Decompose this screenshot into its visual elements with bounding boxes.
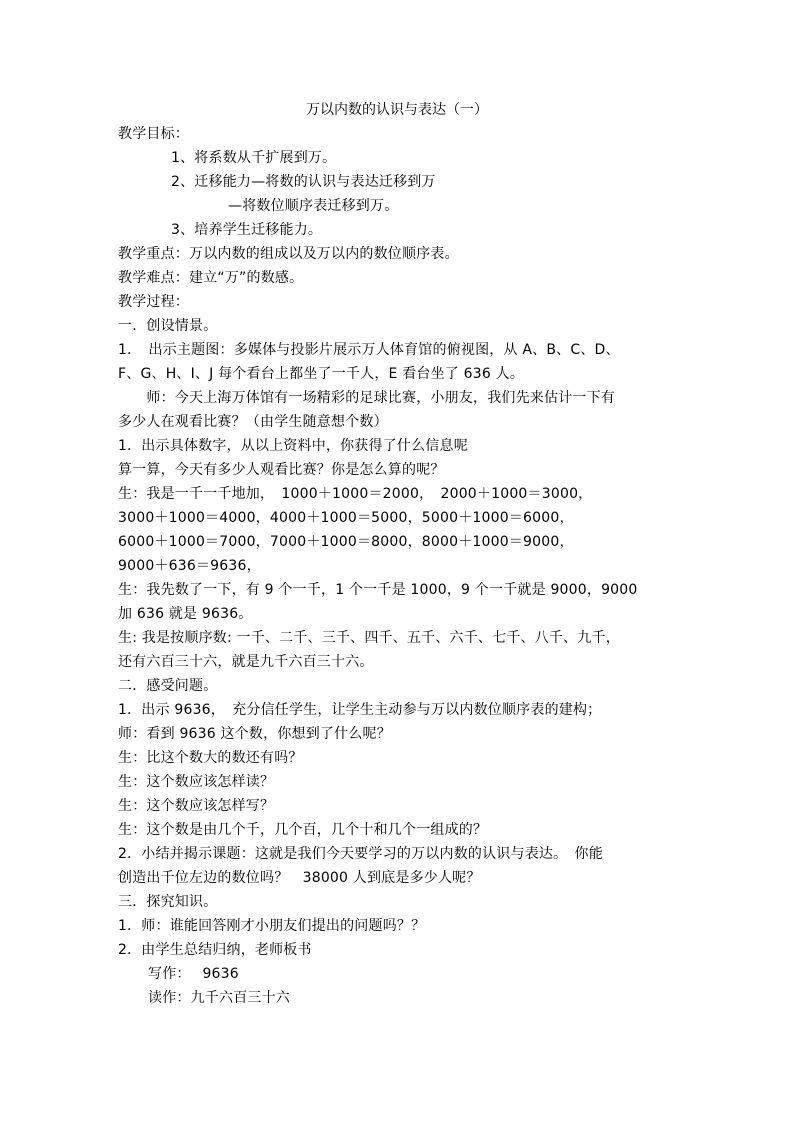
paragraph-line: 生: 我是按顺序数: 一千、二千、三千、四千、五千、六千、七千、八千、九千， <box>118 630 620 646</box>
paragraph-line: 生：比这个数大的数还有吗？ <box>118 750 303 766</box>
objective-2-continued: —将数位顺序表迁移到万。 <box>228 198 399 214</box>
section-2-heading: 二．感受问题。 <box>118 678 218 694</box>
paragraph-line: 创造出千位左边的数位吗？ 38000 人到底是多少人呢？ <box>118 870 481 886</box>
paragraph-line: 生：我是一千一千地加， 1000＋1000＝2000， 2000＋1000＝3000， <box>118 486 593 502</box>
paragraph-line: 师：看到 9636 这个数，你想到了什么呢？ <box>118 726 391 742</box>
paragraph-line: 1．师：谁能回答刚才小朋友们提出的问题吗？？ <box>118 918 426 934</box>
paragraph-line: 生：这个数应该怎样读？ <box>118 774 275 790</box>
objective-2: 2、迁移能力—将数的认识与表达迁移到万 <box>171 174 436 190</box>
paragraph-line: 生：我先数了一下，有 9 个一千，1 个一千是 1000，9 个一千就是 9000，9000 <box>118 582 638 598</box>
objective-1: 1、将系数从千扩展到万。 <box>171 150 337 166</box>
paragraph-line: 1．出示 9636， 充分信任学生，让学生主动参与万以内数位顺序表的建构； <box>118 702 602 718</box>
paragraph-line: 算一算，今天有多少人观看比赛？你是怎么算的呢？ <box>118 462 445 478</box>
section-3-heading: 三．探究知识。 <box>118 894 218 910</box>
paragraph-line: 生：这个数是由几个千，几个百，几个十和几个一组成的？ <box>118 822 488 838</box>
paragraph-line: 加 636 就是 9636。 <box>118 606 253 622</box>
read-form: 读作：九千六百三十六 <box>148 990 290 1006</box>
section-1-heading: 一．创设情景。 <box>118 318 218 334</box>
paragraph-line: 还有六百三十六，就是九千六百三十六。 <box>118 654 374 670</box>
difficult-point: 教学难点：建立“万”的数感。 <box>118 270 304 286</box>
paragraph-line: 师：今天上海万体馆有一场精彩的足球比赛，小朋友，我们先来估计一下有 <box>118 390 615 406</box>
key-point: 教学重点：万以内数的组成以及万以内的数位顺序表。 <box>118 246 459 262</box>
paragraph-line: 9000＋636＝9636， <box>118 558 261 574</box>
paragraph-line: 2．小结并揭示课题：这就是我们今天要学习的万以内数的认识与表达。 你能 <box>118 846 603 862</box>
section-objectives-heading: 教学目标： <box>118 126 189 142</box>
teaching-process-heading: 教学过程： <box>118 294 189 310</box>
paragraph-line: 生：这个数应该怎样写？ <box>118 798 275 814</box>
document-title: 万以内数的认识与表达（一） <box>306 102 488 118</box>
objective-3: 3、培养学生迁移能力。 <box>171 222 323 238</box>
paragraph-line: 多少人在观看比赛？（由学生随意想个数） <box>118 414 388 430</box>
paragraph-line: F、G、H、I、J 每个看台上都坐了一千人，E 看台坐了 636 人。 <box>118 366 525 382</box>
paragraph-line: 1．出示具体数字，从以上资料中，你获得了什么信息呢 <box>118 438 468 454</box>
written-form: 写作： 9636 <box>148 966 239 982</box>
paragraph-line: 1． 出示主题图：多媒体与投影片展示万人体育馆的俯视图，从 A、B、C、D、 <box>118 342 620 358</box>
paragraph-line: 6000＋1000＝7000，7000＋1000＝8000，8000＋1000＝9000， <box>118 534 574 550</box>
paragraph-line: 2．由学生总结归纳，老师板书 <box>118 942 312 958</box>
paragraph-line: 3000＋1000＝4000，4000＋1000＝5000，5000＋1000＝6000， <box>118 510 574 526</box>
